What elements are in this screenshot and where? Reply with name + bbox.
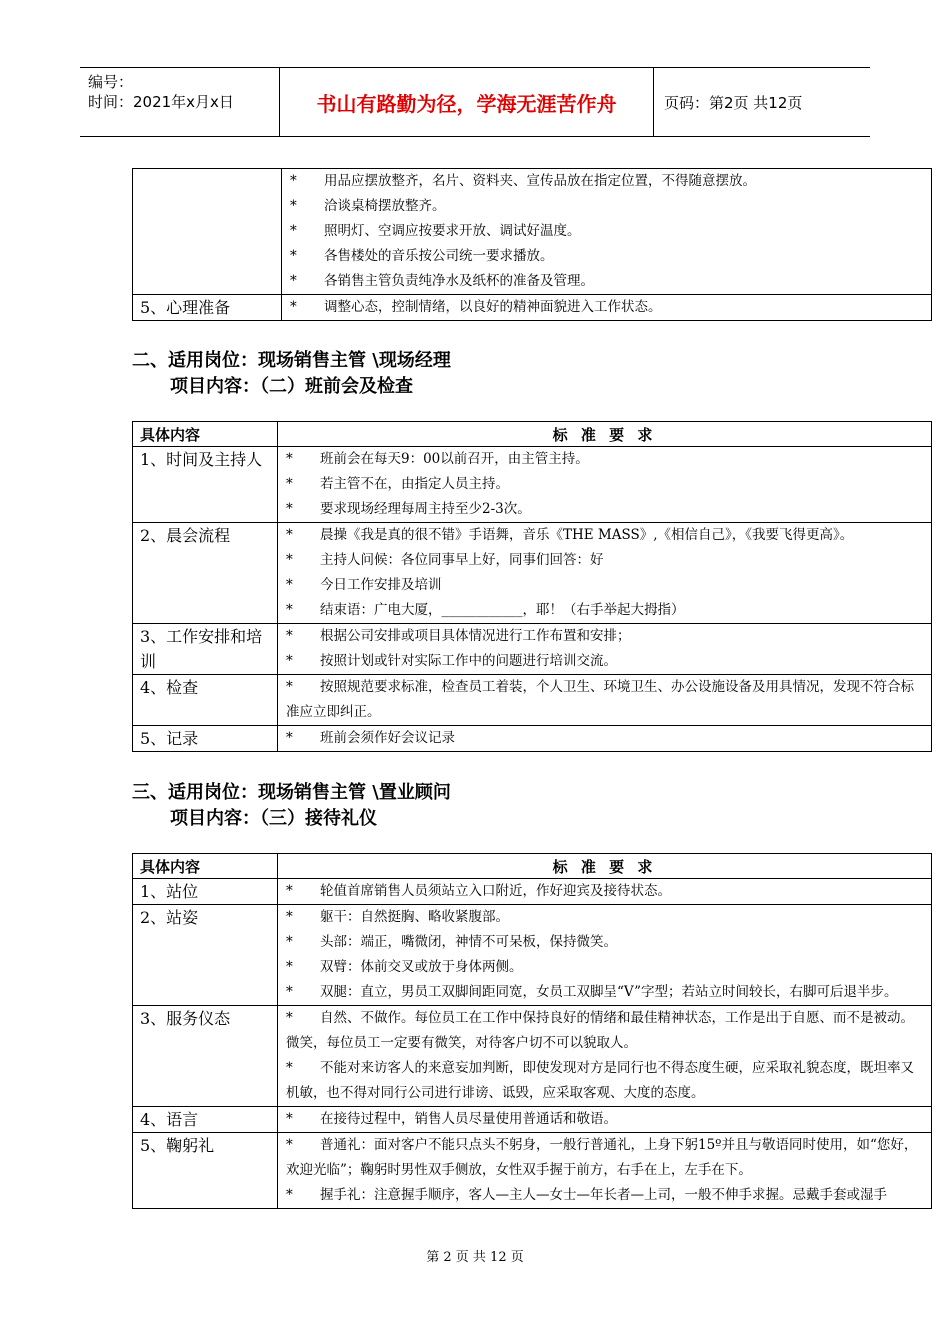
row-requirements: [278, 675, 932, 726]
col-header-standard: 标 准 要 求: [278, 422, 932, 447]
requirement-line: [282, 219, 931, 244]
bullet-mark: *: [286, 602, 293, 618]
bullet-mark: *: [286, 1060, 293, 1076]
table-row: [133, 447, 932, 523]
requirement-text: 洽谈桌椅摆放整齐。: [324, 198, 446, 214]
doc-number: 编号：: [88, 73, 134, 91]
requirement-text: 双臂：体前交叉或放于身体两侧。: [320, 959, 523, 975]
requirement-text: 不能对来访客人的来意妄加判断，即使发现对方是同行也不得态度生硬，应采取礼貌态度，既坦率又机敏，也不得对同行公司进行诽谤、诋毁，应采取客观、大度的态度。: [286, 1060, 914, 1101]
table-row: [133, 726, 932, 752]
requirement-line: [278, 472, 931, 497]
bullet-mark: *: [286, 909, 293, 925]
section3-title: 三、适用岗位：现场销售主管 \置业顾问: [132, 782, 451, 803]
requirement-line: [282, 194, 931, 219]
section3-subtitle: 项目内容：（三）接待礼仪: [170, 808, 377, 829]
bullet-mark: *: [286, 501, 293, 517]
row-label: 1、站位: [133, 879, 278, 905]
table-row: [133, 905, 932, 1006]
requirement-text: 躯干：自然挺胸、略收紧腹部。: [320, 909, 509, 925]
requirement-text: 晨操《我是真的很不错》手语舞，音乐《THE MASS》,《相信自己》，《我要飞得更高》。: [320, 527, 854, 543]
requirement-text: 按照计划或针对实际工作中的问题进行培训交流。: [320, 653, 617, 669]
requirement-text: 在接待过程中，销售人员尽量使用普通话和敬语。: [320, 1111, 617, 1127]
bullet-mark: *: [286, 883, 293, 899]
requirement-text: 轮值首席销售人员须站立入口附近，作好迎宾及接待状态。: [320, 883, 671, 899]
col-header-standard: 标 准 要 求: [278, 854, 932, 879]
requirement-line: [278, 955, 931, 980]
requirement-line: [278, 980, 931, 1005]
page-footer: 第 2 页 共 12 页: [426, 1250, 524, 1265]
row-requirements: [278, 523, 932, 624]
requirement-line: [278, 1006, 931, 1056]
requirement-text: 按照规范要求标准，检查员工着装，个人卫生、环境卫生、办公设施设备及用具情况，发现不符合标准应立即纠正。: [286, 679, 914, 720]
table-morning-meeting: [132, 421, 932, 752]
requirement-text: 今日工作安排及培训: [320, 577, 442, 593]
requirement-text: 用品应摆放整齐，名片、资料夹、宣传品放在指定位置，不得随意摆放。: [324, 173, 756, 189]
bullet-mark: *: [286, 679, 293, 695]
bullet-mark: *: [286, 577, 293, 593]
bullet-mark: *: [286, 628, 293, 644]
requirement-line: [278, 523, 931, 548]
requirement-line: [278, 497, 931, 522]
row-requirements: [278, 1006, 932, 1107]
table-row: [133, 1133, 932, 1209]
bullet-mark: *: [286, 1111, 293, 1127]
bullet-mark: *: [286, 959, 293, 975]
bullet-mark: *: [286, 476, 293, 492]
table-row: [133, 169, 932, 295]
row-label: 5、心理准备: [133, 295, 282, 321]
row-requirements: [278, 447, 932, 523]
bullet-mark: *: [286, 934, 293, 950]
bullet-mark: *: [286, 984, 293, 1000]
requirement-text: 班前会在每天9：00以前召开，由主管主持。: [320, 451, 589, 467]
row-requirements: [278, 879, 932, 905]
row-requirements: [282, 295, 932, 321]
table-row: [133, 523, 932, 624]
requirement-text: 结束语：广电大厦，____________，耶！（右手举起大拇指）: [320, 602, 685, 618]
requirement-text: 若主管不在，由指定人员主持。: [320, 476, 509, 492]
section2-subtitle: 项目内容：（二）班前会及检查: [170, 376, 413, 397]
requirement-line: [278, 1133, 931, 1183]
page-header: [80, 67, 870, 137]
bullet-mark: *: [286, 730, 293, 746]
row-label: 3、工作安排和培训: [133, 624, 278, 675]
requirement-text: 各销售主管负责纯净水及纸杯的准备及管理。: [324, 273, 594, 289]
bullet-mark: *: [290, 299, 297, 315]
requirement-line: [282, 169, 931, 194]
table-row: [133, 624, 932, 675]
row-label: 4、语言: [133, 1107, 278, 1133]
requirement-line: [278, 598, 931, 623]
col-header-content: 具体内容: [133, 422, 278, 447]
requirement-line: [278, 879, 931, 904]
row-label: 2、晨会流程: [133, 523, 278, 624]
row-requirements: [282, 169, 932, 295]
requirement-line: [278, 649, 931, 674]
bullet-mark: *: [290, 248, 297, 264]
requirement-text: 普通礼：面对客户不能只点头不躬身，一般行普通礼，上身下躬15º并且与敬语同时使用，如“您好，欢迎光临”；鞠躬时男性双手侧放，女性双手握于前方，右手在上，左手在下。: [286, 1137, 918, 1178]
header-meta: [80, 68, 280, 136]
requirement-line: [282, 295, 931, 320]
bullet-mark: *: [286, 451, 293, 467]
doc-time: 时间：2021年x月x日: [88, 93, 234, 111]
requirement-line: [278, 726, 931, 751]
bullet-mark: *: [290, 198, 297, 214]
table-row: [133, 879, 932, 905]
col-header-content: 具体内容: [133, 854, 278, 879]
requirement-line: [278, 573, 931, 598]
row-label: 1、时间及主持人: [133, 447, 278, 523]
bullet-mark: *: [286, 1010, 293, 1026]
requirement-line: [278, 1107, 931, 1132]
row-requirements: [278, 624, 932, 675]
bullet-mark: *: [286, 1137, 293, 1153]
table-row: [133, 675, 932, 726]
requirement-line: [278, 1183, 931, 1208]
requirement-text: 根据公司安排或项目具体情况进行工作布置和安排；: [320, 628, 631, 644]
requirement-text: 班前会须作好会议记录: [320, 730, 455, 746]
table-row: [133, 295, 932, 321]
row-requirements: [278, 1107, 932, 1133]
requirement-line: [278, 548, 931, 573]
requirement-line: [278, 624, 931, 649]
header-motto: 书山有路勤为径，学海无涯苦作舟: [280, 68, 654, 136]
row-label: 3、服务仪态: [133, 1006, 278, 1107]
bullet-mark: *: [286, 552, 293, 568]
requirement-text: 主持人问候：各位同事早上好，同事们回答：好: [320, 552, 604, 568]
requirement-text: 要求现场经理每周主持至少2-3次。: [320, 501, 531, 517]
bullet-mark: *: [290, 173, 297, 189]
row-requirements: [278, 1133, 932, 1209]
row-label: 4、检查: [133, 675, 278, 726]
header-page-info: 页码：第2页 共12页: [664, 93, 803, 112]
requirement-text: 双腿：直立，男员工双脚间距同宽，女员工双脚呈“V”字型；若站立时间较长，右脚可后退半步。: [320, 984, 898, 1000]
table-reception-etiquette: [132, 853, 932, 1209]
row-requirements: [278, 905, 932, 1006]
section2-title: 二、适用岗位：现场销售主管 \现场经理: [132, 350, 451, 371]
row-requirements: [278, 726, 932, 752]
requirement-line: [282, 269, 931, 294]
row-label: 5、记录: [133, 726, 278, 752]
table-continuation: [132, 168, 932, 321]
bullet-mark: *: [290, 223, 297, 239]
table-row: [133, 1006, 932, 1107]
requirement-text: 自然、不做作。每位员工在工作中保持良好的情绪和最佳精神状态，工作是出于自愿、而不是被动。微笑，每位员工一定要有微笑，对待客户切不可以貌取人。: [286, 1010, 914, 1051]
bullet-mark: *: [286, 527, 293, 543]
bullet-mark: *: [286, 653, 293, 669]
bullet-mark: *: [290, 273, 297, 289]
requirement-line: [282, 244, 931, 269]
requirement-line: [278, 930, 931, 955]
requirement-text: 照明灯、空调应按要求开放、调试好温度。: [324, 223, 581, 239]
row-label: [133, 169, 282, 295]
requirement-line: [278, 905, 931, 930]
table-row: [133, 1107, 932, 1133]
requirement-text: 头部：端正，嘴微闭，神情不可呆板，保持微笑。: [320, 934, 617, 950]
requirement-line: [278, 675, 931, 725]
requirement-text: 各售楼处的音乐按公司统一要求播放。: [324, 248, 554, 264]
requirement-text: 调整心态，控制情绪，以良好的精神面貌进入工作状态。: [324, 299, 662, 315]
requirement-text: 握手礼：注意握手顺序，客人—主人—女士—年长者—上司，一般不伸手求握。忌戴手套或湿手: [320, 1187, 887, 1203]
requirement-line: [278, 447, 931, 472]
row-label: 2、站姿: [133, 905, 278, 1006]
bullet-mark: *: [286, 1187, 293, 1203]
row-label: 5、鞠躬礼: [133, 1133, 278, 1209]
requirement-line: [278, 1056, 931, 1106]
